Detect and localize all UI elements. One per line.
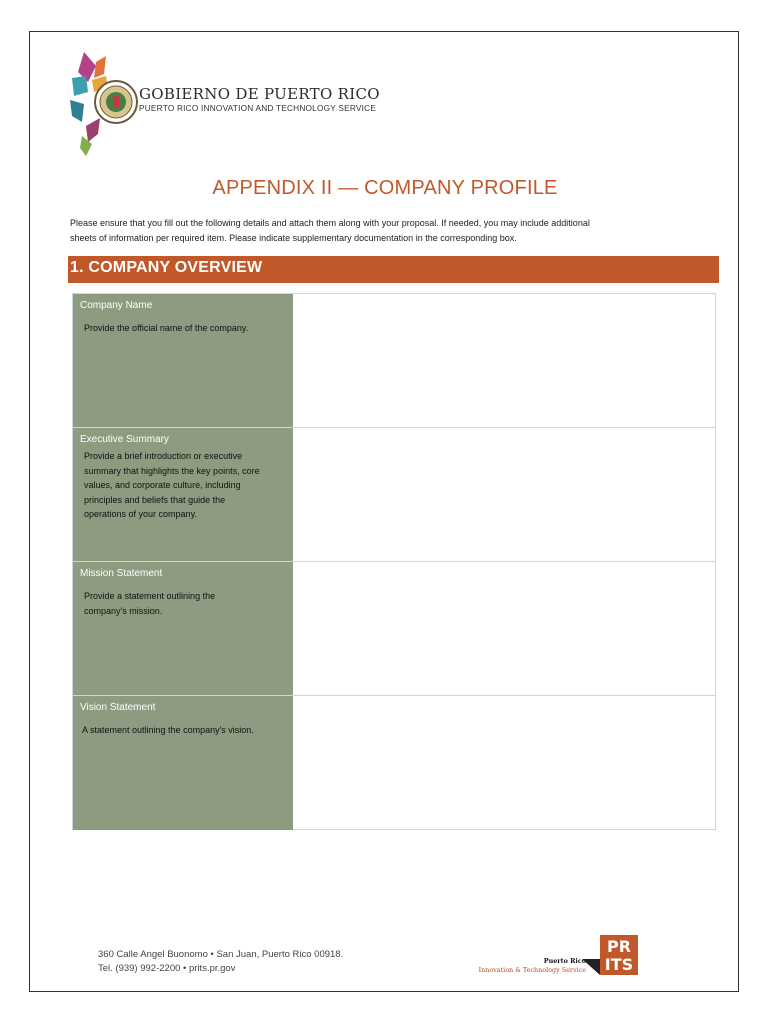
section-title: 1. COMPANY OVERVIEW	[70, 259, 263, 276]
org-name-line: Puerto Rico	[543, 957, 586, 965]
intro-line: Please ensure that you fill out the following details and attach them along with your proposal. If needed, you may include additional	[70, 218, 590, 228]
label-cell	[73, 562, 293, 695]
table-row-company-name	[73, 294, 715, 428]
field-label: Vision Statement	[80, 702, 156, 713]
government-subtitle: PUERTO RICO INNOVATION AND TECHNOLOGY SERVICE	[139, 103, 377, 113]
mission-statement-field[interactable]	[294, 562, 715, 695]
label-cell	[73, 428, 293, 561]
company-name-field[interactable]	[294, 294, 715, 427]
field-description: A statement outlining the company's vision.	[82, 725, 254, 735]
vision-statement-field[interactable]	[294, 696, 715, 830]
government-title: GOBIERNO DE PUERTO RICO	[139, 85, 380, 103]
intro-text	[70, 216, 710, 246]
field-label: Executive Summary	[80, 434, 169, 445]
table-row-executive-summary	[73, 428, 715, 562]
table-row-mission-statement	[73, 562, 715, 696]
government-seal-logo	[70, 52, 142, 156]
section-header-bar	[68, 256, 719, 283]
contact-line: Tel. (939) 992-2200 • prits.pr.gov	[98, 963, 236, 974]
field-description: Provide a brief introduction or executive summary that highlights the key points, core values, and corporate culture, including principles and beliefs that guide the operations of your company.	[84, 451, 260, 519]
document-title: APPENDIX II — COMPANY PROFILE	[212, 177, 558, 199]
label-cell	[73, 696, 293, 830]
executive-summary-field[interactable]	[294, 428, 715, 561]
org-name-line: Innovation & Technology Service	[478, 966, 586, 974]
field-label: Mission Statement	[80, 568, 163, 579]
table-row-vision-statement	[73, 696, 715, 830]
logo-text-top: PR	[606, 937, 632, 956]
label-cell	[73, 294, 293, 427]
field-label: Company Name	[80, 300, 153, 311]
address-line: 360 Calle Angel Buonomo • San Juan, Puerto Rico 00918.	[98, 949, 344, 960]
footer-address	[98, 948, 343, 976]
field-description: Provide the official name of the company.	[84, 323, 249, 333]
logo-text-bottom: ITS	[604, 955, 634, 974]
field-description: Provide a statement outlining the company's mission.	[84, 591, 216, 616]
footer-organization	[478, 957, 586, 975]
intro-line: sheets of information per required item. Please indicate supplementary documentation in the corresponding box.	[70, 233, 517, 243]
prits-logo	[582, 935, 638, 975]
company-overview-table	[72, 293, 716, 830]
